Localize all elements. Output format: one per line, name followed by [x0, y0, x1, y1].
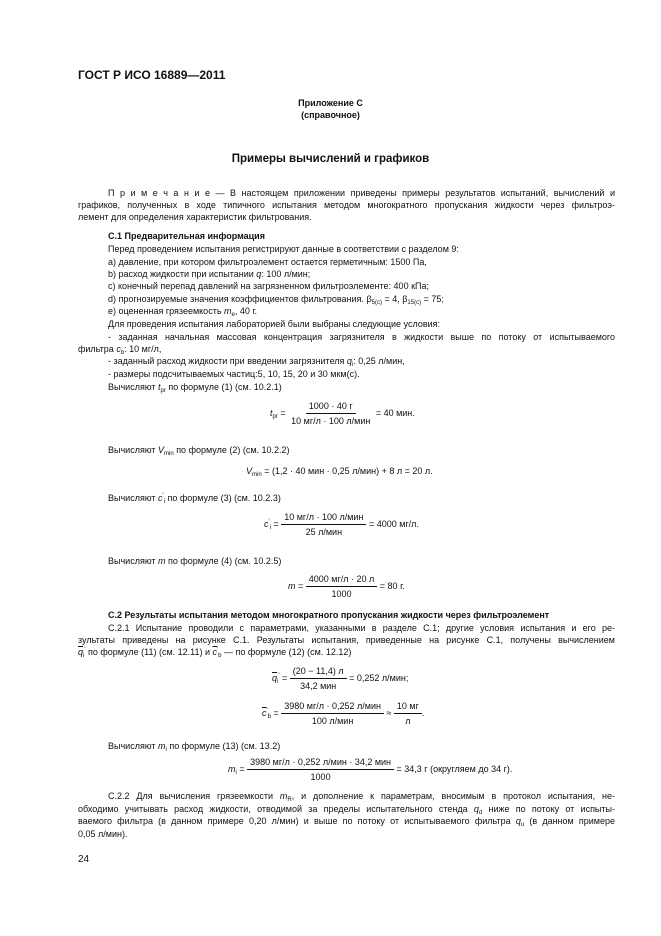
s2-p1: С.2.1 Испытание проводили с параметрами, указанными в разделе С.1; другие условия испытания и его ре- [108, 623, 615, 633]
s1-item-d: d) прогнозируемые значения коэффициентов фильтрования. $\beta_{5(c)} = 4$, $\beta_{15(c)} = 75$; [108, 294, 444, 306]
s1-cond-2: - заданный расход жидкости при введении загрязнителя $q_i$: 0,25 л/мин, [108, 356, 405, 368]
c22-line-3: ваемого фильтра (в данном примере 0,20 л/мин) и выше по потоку от испытываемого фильтра $q_u$ (в данном примере [78, 816, 616, 828]
formula-m: m = $\frac{4000 мг/л \cdot 20 л}{1000}$ = 80 г. [288, 574, 405, 599]
s1-cond-3: - размеры подсчитываемых частиц:5, 10, 15, 20 и 30 мкм(с). [108, 369, 360, 379]
c22-line-1: С.2.2 Для вычисления грязеемкости $m_R$, и дополнение к параметрам, вносимым в протокол испытания, не- [108, 791, 615, 803]
formula-c: $c'_i$ = $\frac{\text{10 мг/л · 100 л/мин}}{\text{25 л/мин}}$ = 4000 мг/л. [264, 512, 419, 537]
calc-v-intro: Вычисляют $V_{min}$ по формуле (2) (см. 10.2.2) [108, 445, 290, 457]
appendix-label: Приложение С [298, 98, 363, 108]
note-line-1: П р и м е ч а н и е — В настоящем приложении приведены примеры результатов испытаний, вычислений и [108, 188, 615, 198]
calc-mi-intro: Вычисляют $m_i$ по формуле (13) (см. 13.2) [108, 741, 281, 753]
s1-item-e: е) оцененная грязеемкость $m_e$, 40 г. [108, 306, 258, 318]
s1-cond-1b: фильтра $c_b$: 10 мг/л, [78, 344, 162, 356]
c22-line-4: 0,05 л/мин). [78, 829, 128, 839]
note-line-2: графиков, полученных в ходе типичного испытания методом многократного пропускания жидкости через фильтроэ- [78, 200, 615, 210]
note-line-3: лемент для определения характеристик фильтрования. [78, 212, 312, 222]
s1-item-b: b) расход жидкости при испытании q: 100 л/мин; [108, 269, 311, 279]
s1-conditions: Для проведения испытания лабораторией были выбраны следующие условия: [108, 319, 441, 329]
s1-item-c: с) конечный перепад давлений на загрязненном фильтроэлементе: 400 кПа; [108, 281, 429, 291]
s1-cond-1: - заданная начальная массовая концентрация загрязнителя в жидкости выше по потоку от испытываемого [108, 332, 615, 342]
calc-m-intro: Вычисляют m по формуле (4) (см. 10.2.5) [108, 556, 282, 566]
c22-line-2: обходимо учитывать расход жидкости, отводимой за пределы испытательного стенда $q_d$ ниже по потоку от испыты- [78, 804, 615, 816]
formula-cb: $\overline{c}'_b$ = $\frac{\text{3980 мг/л · 0,252 л/мин}}{\text{100 л/мин}}$ ≈ $\frac{10 мг}{л}$ . [262, 701, 425, 726]
formula-q: $\overline{q}_i'$ = $\frac{(20 - 11,4) л}{\text{34,2 мин}}$ = 0,252 л/мин; [272, 666, 409, 691]
s1-item-a: а) давление, при котором фильтроэлемент остается герметичным: 1500 Па, [108, 257, 427, 267]
formula-v: $V_{min} = (1,2 \cdot 40$ мин · 0,25 л/мин) + 8 л = 20 л. [246, 466, 433, 478]
page-number: 24 [78, 854, 90, 865]
calc-t-intro: Вычисляют $t_{pr}$ по формуле (1) (см. 10.2.1) [108, 382, 282, 394]
s2-p2: зультаты приведены на рисунке С.1. Результаты испытания, приведенные на рисунке С.1, получены вычислением [78, 635, 615, 645]
section-title: Примеры вычислений и графиков [231, 153, 430, 165]
calc-c-intro: Вычисляют $c'_i$ по формуле (3) (см. 10.2.3) [108, 493, 281, 505]
s2-p3: $\overline{q}_i'$ по формуле (11) (см. 12.11) и $\overline{c}'_b$ — по формуле (12) (см. 12.12) [78, 647, 352, 659]
s1-intro: Перед проведением испытания регистрируют данные в соответствии с разделом 9: [108, 244, 459, 254]
formula-mi: $m_i$ = $\frac{\text{3980 мг/л · 0,252 л/мин · 34,2 мин}}{1000}$ = 34,3 г (округляем до 34 г). [228, 757, 513, 782]
formula-t: $t_{pr}$ = $\frac{1000 \cdot 40 г}{\text{10 мг/л · 100 л/мин}}$ = 40 мин. [270, 401, 415, 426]
appendix-type: (справочное) [301, 110, 360, 120]
document-header: ГОСТ Р ИСО 16889—2011 [78, 68, 226, 82]
s1-heading: С.1 Предварительная информация [108, 231, 265, 241]
s2-heading: С.2 Результаты испытания методом многократного пропускания жидкости через фильтроэлемент [108, 610, 550, 620]
